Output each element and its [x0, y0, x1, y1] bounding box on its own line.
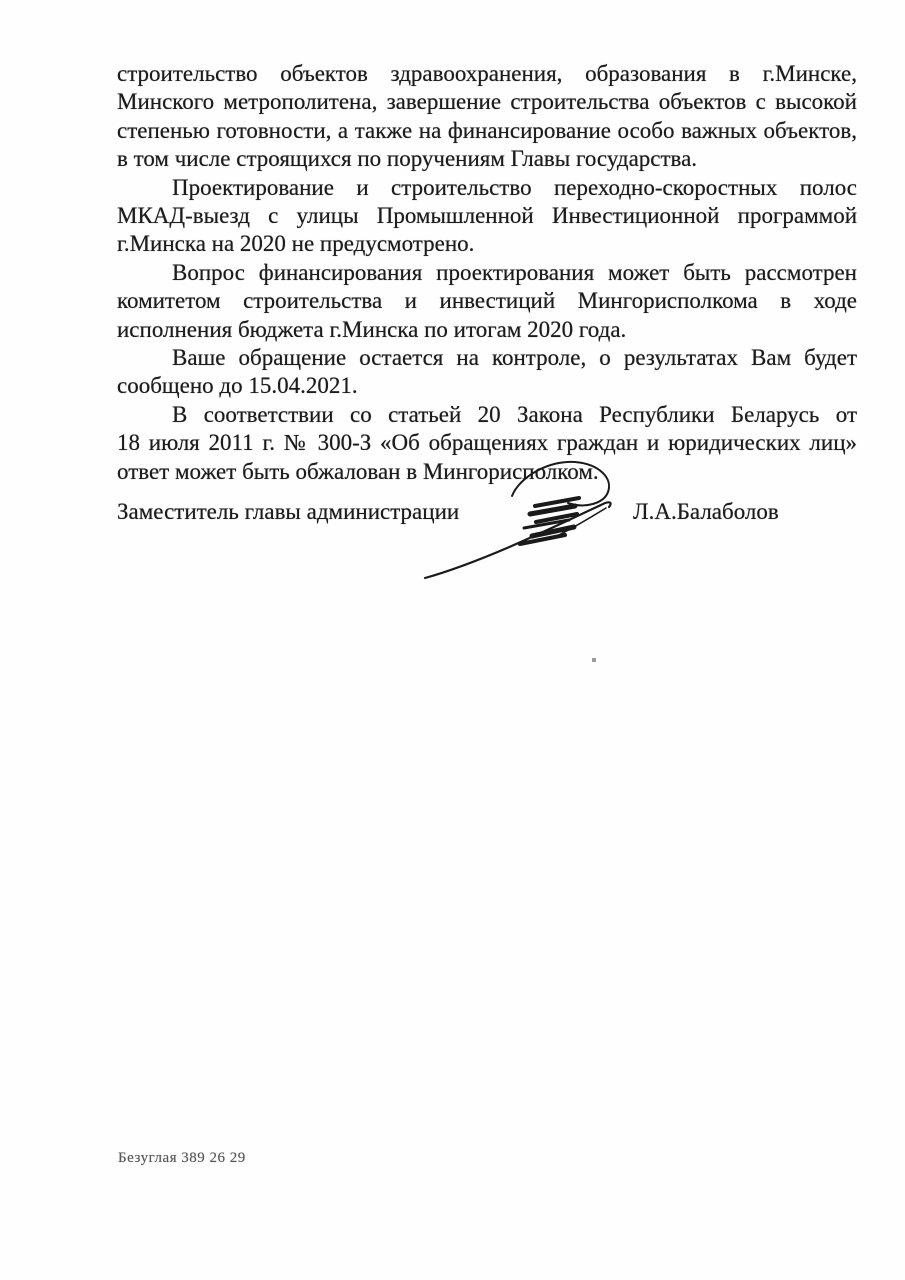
text-line: Минского метрополитена, завершение строительства объектов с высокой: [117, 89, 857, 115]
handwritten-signature-icon: [417, 456, 627, 586]
signatory-name: Л.А.Балаболов: [633, 499, 779, 524]
text-line: г.Минска на 2020 не предусмотрено.: [117, 231, 475, 257]
executor-contact-line: Безуглая 389 26 29: [118, 1150, 246, 1166]
text-line: исполнения бюджета г.Минска по итогам 2020 года.: [117, 316, 627, 342]
text-line: В соответствии со статьей 20 Закона Республики Беларусь от: [172, 401, 857, 427]
text-line: комитетом строительства и инвестиций Мингорисполкома в ходе: [117, 288, 857, 314]
text-line: МКАД-выезд с улицы Промышленной Инвестиционной программой: [117, 203, 857, 229]
letter-body: [117, 60, 857, 486]
text-line: 18 июля 2011 г. № 300-З «Об обращениях граждан и юридических лиц»: [117, 430, 857, 456]
scan-speck-artifact: [592, 658, 596, 662]
text-line: Вопрос финансирования проектирования может быть рассмотрен: [172, 259, 857, 285]
text-line: сообщено до 15.04.2021.: [117, 373, 358, 399]
signatory-position-title: Заместитель главы администрации: [117, 499, 460, 524]
text-line: Проектирование и строительство переходно-скоростных полос: [172, 174, 857, 200]
text-line: в том числе строящихся по поручениям Главы государства.: [117, 146, 698, 172]
text-line: строительство объектов здравоохранения, образования в г.Минске,: [117, 61, 857, 86]
text-line: степенью готовности, а также на финансирование особо важных объектов,: [117, 117, 857, 143]
signature-block: [117, 498, 857, 538]
text-line: ответ может быть обжалован в Мингорисполком.: [117, 458, 599, 484]
text-line: Ваше обращение остается на контроле, о результатах Вам будет: [172, 345, 857, 371]
